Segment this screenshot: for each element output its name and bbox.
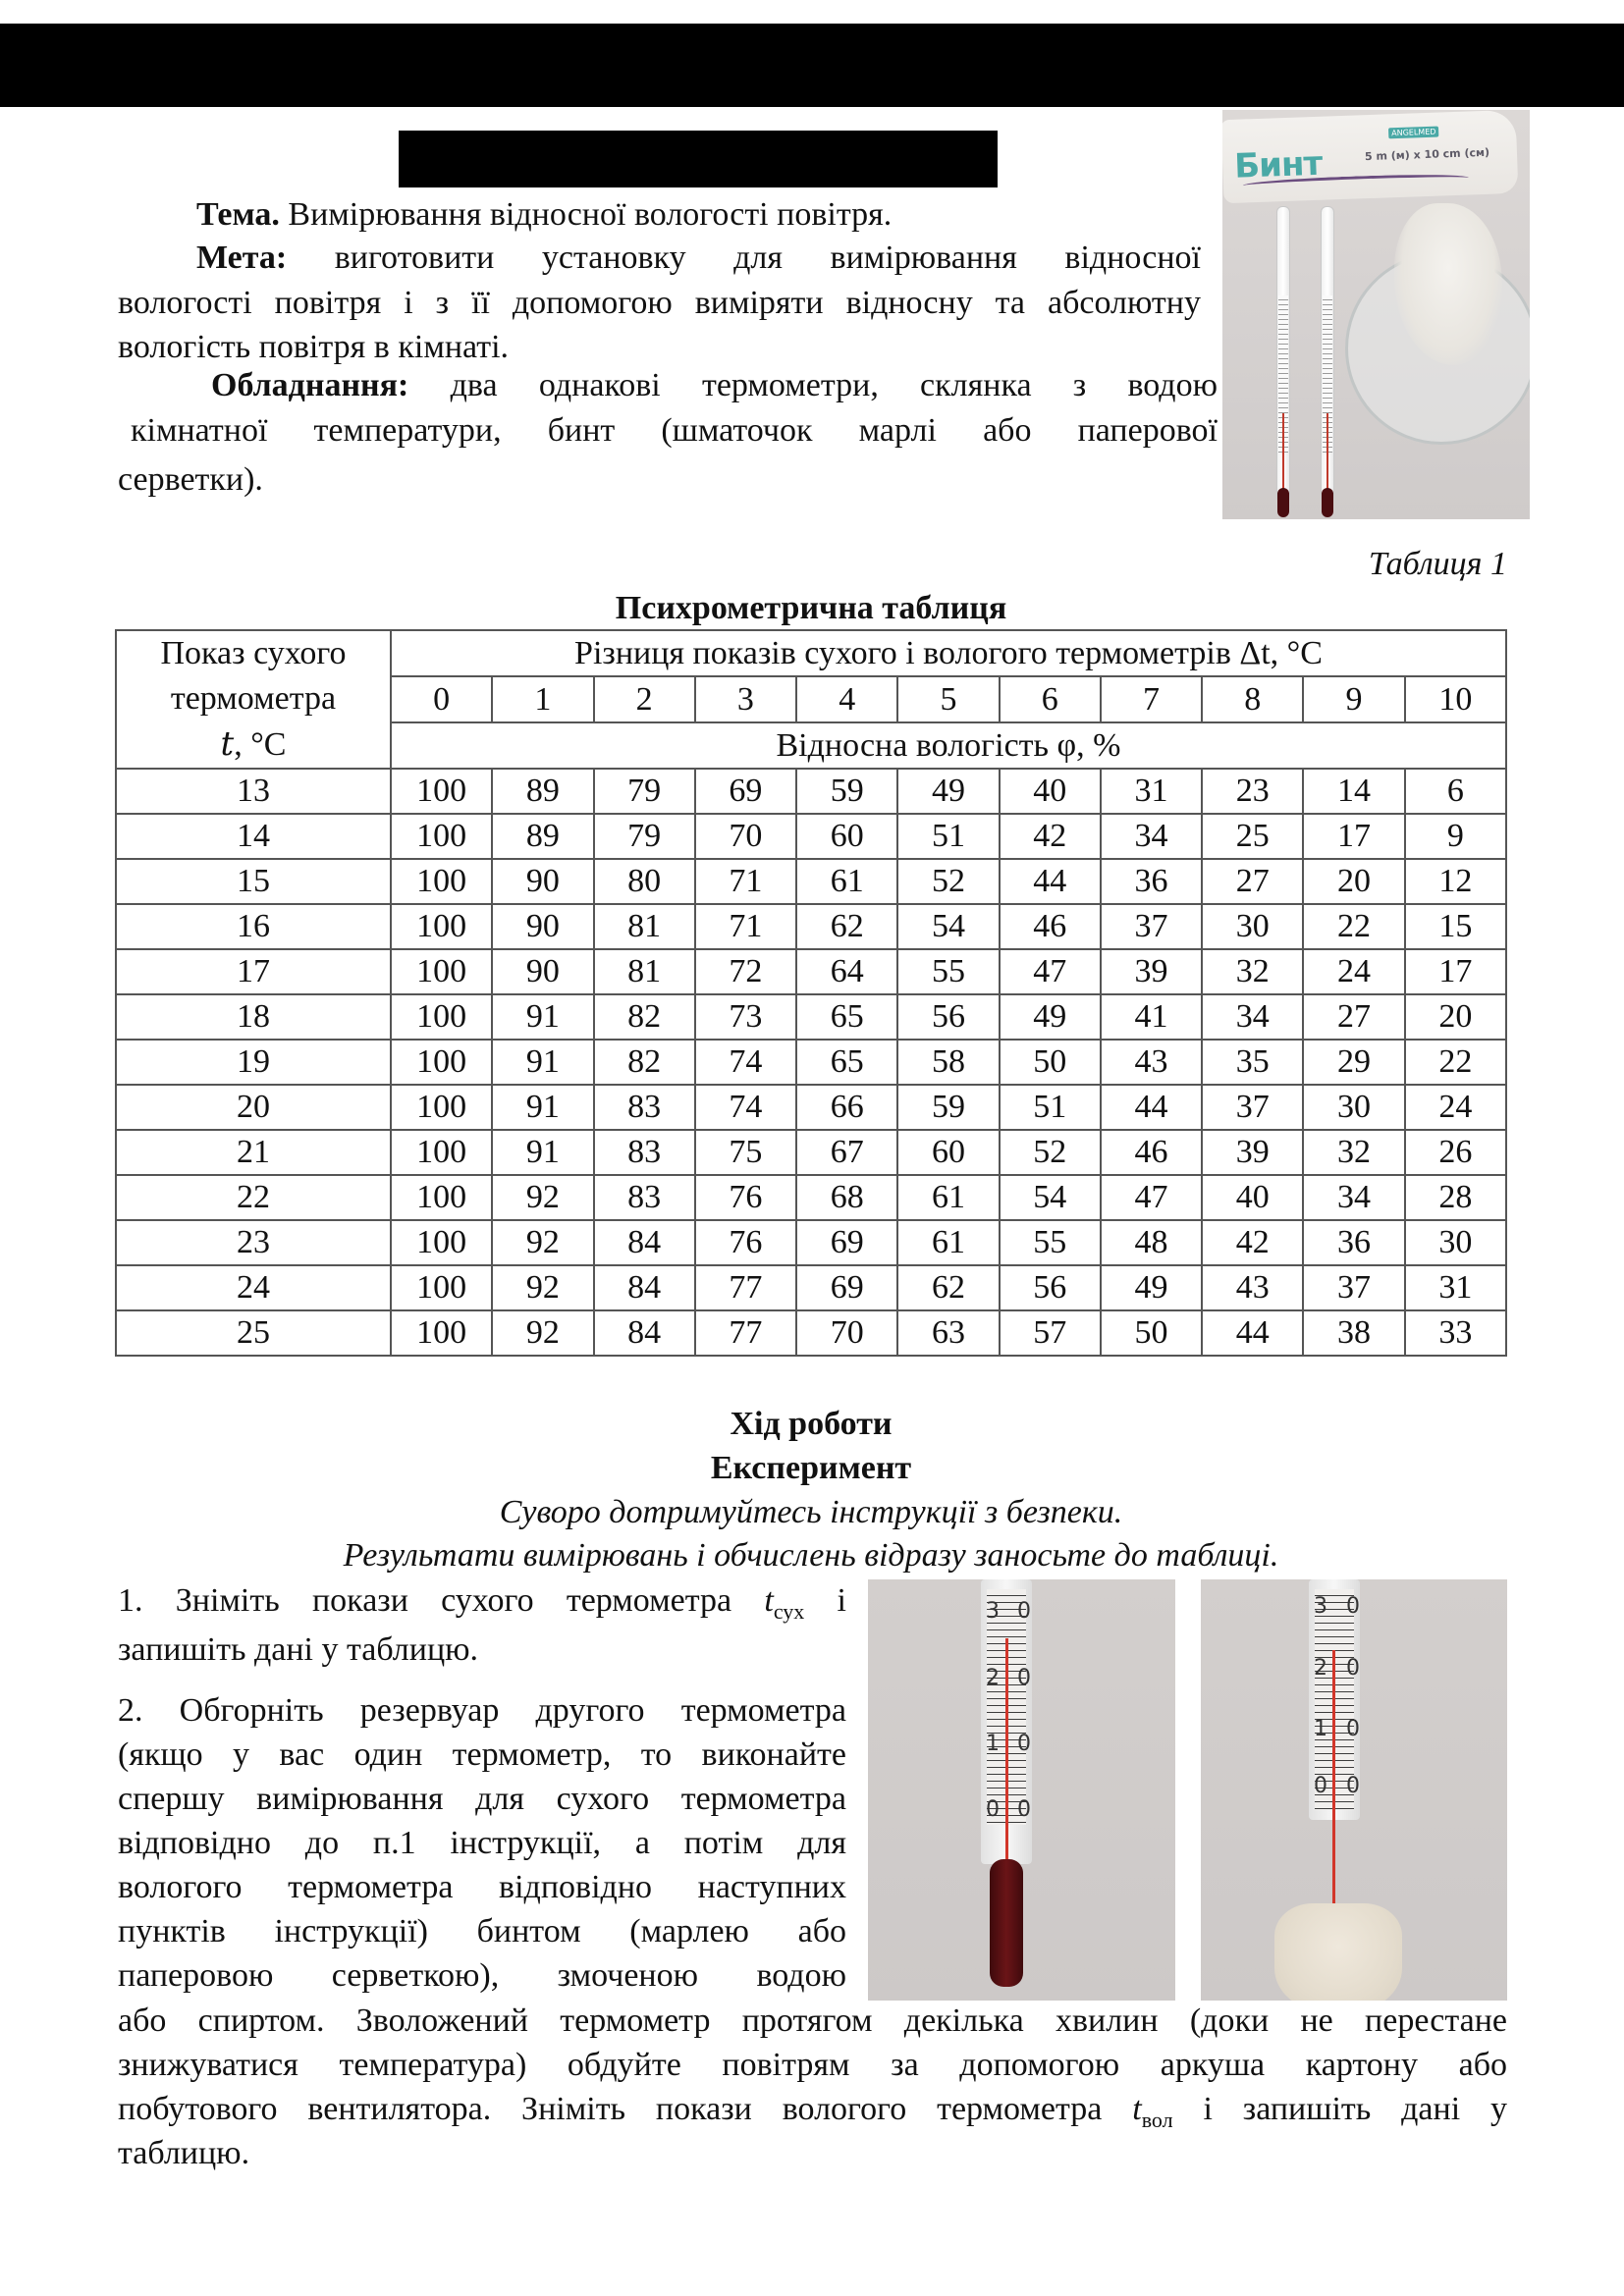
delta-t-cell: 3 xyxy=(695,676,796,722)
humidity-cell: 54 xyxy=(1000,1175,1101,1220)
topic-line xyxy=(196,192,892,237)
humidity-cell: 47 xyxy=(1000,949,1101,994)
humidity-cell: 67 xyxy=(796,1130,897,1175)
humidity-cell: 9 xyxy=(1405,814,1506,859)
dry-temp-cell: 14 xyxy=(116,814,391,859)
humidity-cell: 71 xyxy=(695,904,796,949)
humidity-cell: 100 xyxy=(391,1085,492,1130)
humidity-cell: 44 xyxy=(1202,1310,1303,1356)
dry-temp-cell: 24 xyxy=(116,1265,391,1310)
humidity-cell: 79 xyxy=(594,769,695,814)
humidity-cell: 39 xyxy=(1202,1130,1303,1175)
dry-temp-cell: 21 xyxy=(116,1130,391,1175)
humidity-cell: 61 xyxy=(897,1175,999,1220)
humidity-cell: 52 xyxy=(1000,1130,1101,1175)
humidity-cell: 91 xyxy=(492,1130,593,1175)
thermometer-icon xyxy=(1276,206,1290,503)
dry-temp-cell: 15 xyxy=(116,859,391,904)
topic-text: Вимірювання відносної вологості повітря. xyxy=(279,196,893,233)
humidity-cell: 27 xyxy=(1202,859,1303,904)
humidity-cell: 37 xyxy=(1303,1265,1404,1310)
procedure-heading: Хід роботи xyxy=(730,1406,893,1442)
humidity-cell: 51 xyxy=(1000,1085,1101,1130)
humidity-cell: 100 xyxy=(391,1220,492,1265)
humidity-cell: 34 xyxy=(1303,1175,1404,1220)
thermometer-bulb-icon xyxy=(1277,488,1289,517)
humidity-cell: 90 xyxy=(492,859,593,904)
humidity-cell: 66 xyxy=(796,1085,897,1130)
humidity-cell: 17 xyxy=(1303,814,1404,859)
humidity-cell: 34 xyxy=(1202,994,1303,1040)
humidity-cell: 100 xyxy=(391,994,492,1040)
humidity-cell: 92 xyxy=(492,1310,593,1356)
humidity-cell: 22 xyxy=(1405,1040,1506,1085)
humidity-cell: 83 xyxy=(594,1085,695,1130)
humidity-cell: 100 xyxy=(391,904,492,949)
dry-temp-cell: 19 xyxy=(116,1040,391,1085)
humidity-cell: 39 xyxy=(1101,949,1202,994)
humidity-cell: 84 xyxy=(594,1265,695,1310)
equipment-photo xyxy=(1222,110,1530,519)
thermometer-bulb-icon xyxy=(1322,488,1333,517)
table-header-row xyxy=(116,630,1506,676)
humidity-cell: 91 xyxy=(492,994,593,1040)
humidity-cell: 59 xyxy=(897,1085,999,1130)
humidity-cell: 46 xyxy=(1101,1130,1202,1175)
humidity-cell: 55 xyxy=(1000,1220,1101,1265)
humidity-cell: 71 xyxy=(695,859,796,904)
table-row xyxy=(116,1310,1506,1356)
thermometer-bulb-icon xyxy=(990,1859,1023,1987)
humidity-cell: 40 xyxy=(1000,769,1101,814)
step-2-line: знижуватися температура) обдуйте повітрям за допомогою аркуша картону або xyxy=(118,2047,1507,2083)
humidity-cell: 32 xyxy=(1202,949,1303,994)
humidity-cell: 75 xyxy=(695,1130,796,1175)
humidity-cell: 37 xyxy=(1202,1085,1303,1130)
bandage-label: Бинт xyxy=(1233,143,1323,187)
humidity-cell: 100 xyxy=(391,1040,492,1085)
humidity-cell: 64 xyxy=(796,949,897,994)
humidity-cell: 40 xyxy=(1202,1175,1303,1220)
humidity-cell: 83 xyxy=(594,1130,695,1175)
humidity-cell: 69 xyxy=(695,769,796,814)
humidity-cell: 41 xyxy=(1101,994,1202,1040)
humidity-cell: 31 xyxy=(1101,769,1202,814)
humidity-cell: 50 xyxy=(1000,1040,1101,1085)
diff-header-cell: Різниця показів сухого і вологого термометрів Δt, °C xyxy=(391,630,1506,676)
humidity-cell: 100 xyxy=(391,949,492,994)
humidity-cell: 92 xyxy=(492,1265,593,1310)
humidity-cell: 35 xyxy=(1202,1040,1303,1085)
step-2-line: або спиртом. Зволожений термометр протягом декілька хвилин (доки не перестане xyxy=(118,2002,1507,2039)
humidity-cell: 90 xyxy=(492,949,593,994)
humidity-cell: 17 xyxy=(1405,949,1506,994)
goal-line-1: Мета: виготовити установку для вимірювання відносної xyxy=(196,240,1201,276)
humidity-cell: 25 xyxy=(1202,814,1303,859)
humidity-cell: 24 xyxy=(1303,949,1404,994)
table-row xyxy=(116,904,1506,949)
step-2-last-line: побутового вентилятора. Зніміть покази вологого термометра $t_{вол}$ і запишіть дані у xyxy=(118,2091,1508,2132)
step-2-line: пунктів інструкції) бинтом (марлею або xyxy=(118,1913,846,1949)
experiment-heading: Експеримент xyxy=(710,1450,912,1486)
table-row xyxy=(116,1265,1506,1310)
humidity-cell: 73 xyxy=(695,994,796,1040)
humidity-cell: 38 xyxy=(1303,1310,1404,1356)
humidity-cell: 15 xyxy=(1405,904,1506,949)
humidity-cell: 62 xyxy=(796,904,897,949)
thermometer-icon xyxy=(1321,206,1334,503)
humidity-cell: 100 xyxy=(391,1175,492,1220)
humidity-cell: 100 xyxy=(391,814,492,859)
dry-temp-cell: 13 xyxy=(116,769,391,814)
delta-t-cell: 9 xyxy=(1303,676,1404,722)
delta-t-cell: 5 xyxy=(897,676,999,722)
goal-label: Мета: xyxy=(196,240,288,276)
humidity-cell: 20 xyxy=(1405,994,1506,1040)
step-2-line: (якщо у вас один термометр, то виконайте xyxy=(118,1736,846,1773)
humidity-cell: 44 xyxy=(1000,859,1101,904)
humidity-cell: 63 xyxy=(897,1310,999,1356)
table-row xyxy=(116,994,1506,1040)
delta-t-cell: 0 xyxy=(391,676,492,722)
humidity-cell: 70 xyxy=(796,1310,897,1356)
humidity-cell: 20 xyxy=(1303,859,1404,904)
humidity-cell: 24 xyxy=(1405,1085,1506,1130)
dry-temp-cell: 22 xyxy=(116,1175,391,1220)
humidity-cell: 58 xyxy=(897,1040,999,1085)
humidity-cell: 54 xyxy=(897,904,999,949)
humidity-cell: 89 xyxy=(492,769,593,814)
humidity-cell: 30 xyxy=(1202,904,1303,949)
humidity-cell: 91 xyxy=(492,1085,593,1130)
humidity-cell: 76 xyxy=(695,1220,796,1265)
humidity-cell: 30 xyxy=(1303,1085,1404,1130)
humidity-cell: 49 xyxy=(897,769,999,814)
bandage-package xyxy=(1222,110,1518,203)
humidity-cell: 49 xyxy=(1101,1265,1202,1310)
humidity-cell: 100 xyxy=(391,769,492,814)
humidity-cell: 42 xyxy=(1000,814,1101,859)
humidity-cell: 69 xyxy=(796,1265,897,1310)
humidity-cell: 84 xyxy=(594,1220,695,1265)
equipment-label: Обладнання: xyxy=(211,367,409,403)
dry-temp-cell: 16 xyxy=(116,904,391,949)
humidity-cell: 6 xyxy=(1405,769,1506,814)
humidity-cell: 55 xyxy=(897,949,999,994)
humidity-cell: 100 xyxy=(391,1130,492,1175)
humidity-cell: 74 xyxy=(695,1085,796,1130)
humidity-cell: 43 xyxy=(1101,1040,1202,1085)
dry-temp-cell: 25 xyxy=(116,1310,391,1356)
step-2-line: відповідно до п.1 інструкції, а потім для xyxy=(118,1825,846,1861)
humidity-cell: 61 xyxy=(897,1220,999,1265)
humidity-cell: 84 xyxy=(594,1310,695,1356)
humidity-cell: 14 xyxy=(1303,769,1404,814)
humidity-cell: 100 xyxy=(391,1310,492,1356)
equipment-line-2: кімнатної температури, бинт (шматочок марлі або паперової xyxy=(131,412,1218,449)
humidity-cell: 60 xyxy=(796,814,897,859)
humidity-cell: 100 xyxy=(391,859,492,904)
table-number: Таблиця 1 xyxy=(1368,546,1507,582)
humidity-cell: 48 xyxy=(1101,1220,1202,1265)
humidity-cell: 50 xyxy=(1101,1310,1202,1356)
humidity-cell: 33 xyxy=(1405,1310,1506,1356)
humidity-cell: 27 xyxy=(1303,994,1404,1040)
humidity-cell: 62 xyxy=(897,1265,999,1310)
var-t: t xyxy=(220,724,235,764)
humidity-cell: 26 xyxy=(1405,1130,1506,1175)
humidity-cell: 65 xyxy=(796,1040,897,1085)
step-2-final: таблицю. xyxy=(118,2135,250,2171)
humidity-cell: 90 xyxy=(492,904,593,949)
humidity-cell: 91 xyxy=(492,1040,593,1085)
dry-thermometer-photo: 3 0 2 0 1 0 0 0 xyxy=(868,1579,1175,2001)
humidity-cell: 68 xyxy=(796,1175,897,1220)
equipment-line-3: серветки). xyxy=(118,461,263,498)
step-2-line: паперовою серветкою), змоченою водою xyxy=(118,1957,846,1994)
humidity-cell: 37 xyxy=(1101,904,1202,949)
dry-temp-cell: 17 xyxy=(116,949,391,994)
humidity-cell: 92 xyxy=(492,1175,593,1220)
table-row xyxy=(116,1220,1506,1265)
step-2-line: 2. Обгорніть резервуар другого термометра xyxy=(118,1692,846,1729)
humidity-cell: 60 xyxy=(897,1130,999,1175)
delta-t-cell: 1 xyxy=(492,676,593,722)
dry-temp-cell: 18 xyxy=(116,994,391,1040)
humidity-cell: 81 xyxy=(594,949,695,994)
table-row xyxy=(116,1085,1506,1130)
humidity-cell: 42 xyxy=(1202,1220,1303,1265)
table-row xyxy=(116,814,1506,859)
humidity-cell: 57 xyxy=(1000,1310,1101,1356)
table-row xyxy=(116,949,1506,994)
redacted-header-bar xyxy=(0,24,1624,107)
humidity-cell: 49 xyxy=(1000,994,1101,1040)
equipment-line-1: Обладнання: два однакові термометри, склянка з водою xyxy=(211,367,1218,403)
delta-t-cell: 7 xyxy=(1101,676,1202,722)
humidity-cell: 31 xyxy=(1405,1265,1506,1310)
table-row xyxy=(116,769,1506,814)
delta-t-cell: 4 xyxy=(796,676,897,722)
humidity-cell: 72 xyxy=(695,949,796,994)
table-row xyxy=(116,859,1506,904)
goal-line-3: вологість повітря в кімнаті. xyxy=(118,329,510,365)
humidity-cell: 77 xyxy=(695,1265,796,1310)
wet-thermometer-photo: 3 0 2 0 1 0 0 0 xyxy=(1201,1579,1507,2001)
humidity-cell: 77 xyxy=(695,1310,796,1356)
humidity-cell: 69 xyxy=(796,1220,897,1265)
row-header-cell: Показ сухого термометра t, °C xyxy=(116,630,391,769)
dry-temp-cell: 20 xyxy=(116,1085,391,1130)
humidity-cell: 61 xyxy=(796,859,897,904)
redacted-title-bar xyxy=(399,131,998,187)
humidity-cell: 22 xyxy=(1303,904,1404,949)
humidity-cell: 51 xyxy=(897,814,999,859)
humidity-cell: 82 xyxy=(594,994,695,1040)
humidity-cell: 47 xyxy=(1101,1175,1202,1220)
table-row xyxy=(116,1175,1506,1220)
humidity-cell: 74 xyxy=(695,1040,796,1085)
humidity-cell: 52 xyxy=(897,859,999,904)
humidity-cell: 83 xyxy=(594,1175,695,1220)
delta-t-cell: 8 xyxy=(1202,676,1303,722)
humidity-cell: 23 xyxy=(1202,769,1303,814)
step-2-line: спершу вимірювання для сухого термометра xyxy=(118,1781,846,1817)
humidity-cell: 92 xyxy=(492,1220,593,1265)
dry-temp-cell: 23 xyxy=(116,1220,391,1265)
bandage-brand: ANGELMED xyxy=(1388,127,1439,139)
mercury-column xyxy=(1332,1650,1335,1905)
topic-label: Тема. xyxy=(196,196,280,233)
goal-line-2: вологості повітря і з її допомогою виміряти відносну та абсолютну xyxy=(118,285,1201,321)
psychrometric-table xyxy=(115,629,1507,1357)
safety-note: Суворо дотримуйтесь інструкції з безпеки. xyxy=(499,1494,1123,1530)
results-note: Результати вимірювань і обчислень відразу заносьте до таблиці. xyxy=(343,1537,1279,1574)
humidity-cell: 44 xyxy=(1101,1085,1202,1130)
humidity-cell: 59 xyxy=(796,769,897,814)
humidity-cell: 79 xyxy=(594,814,695,859)
humidity-cell: 65 xyxy=(796,994,897,1040)
humidity-cell: 70 xyxy=(695,814,796,859)
humidity-cell: 12 xyxy=(1405,859,1506,904)
step-1-line-1: 1. Зніміть покази сухого термометра $t_{сух}$ і xyxy=(118,1582,847,1624)
humidity-cell: 56 xyxy=(897,994,999,1040)
humidity-cell: 34 xyxy=(1101,814,1202,859)
wet-gauze xyxy=(1274,1903,1402,2001)
humidity-cell: 76 xyxy=(695,1175,796,1220)
humidity-cell: 81 xyxy=(594,904,695,949)
step-1-line-2: запишіть дані у таблицю. xyxy=(118,1631,479,1668)
delta-t-cell: 10 xyxy=(1405,676,1506,722)
humidity-cell: 28 xyxy=(1405,1175,1506,1220)
humidity-cell: 43 xyxy=(1202,1265,1303,1310)
delta-t-cell: 6 xyxy=(1000,676,1101,722)
humidity-cell: 29 xyxy=(1303,1040,1404,1085)
humidity-cell: 89 xyxy=(492,814,593,859)
humidity-cell: 36 xyxy=(1303,1220,1404,1265)
humidity-cell: 56 xyxy=(1000,1265,1101,1310)
humidity-cell: 32 xyxy=(1303,1130,1404,1175)
humidity-cell: 100 xyxy=(391,1265,492,1310)
bandage-size: 5 m (м) x 10 cm (см) xyxy=(1364,145,1490,164)
table-title: Психрометрична таблиця xyxy=(615,590,1007,626)
delta-t-cell: 2 xyxy=(594,676,695,722)
table-row xyxy=(116,1040,1506,1085)
humidity-cell: 46 xyxy=(1000,904,1101,949)
humidity-cell: 80 xyxy=(594,859,695,904)
humidity-cell: 36 xyxy=(1101,859,1202,904)
step-2-line: вологого термометра відповідно наступних xyxy=(118,1869,846,1905)
humidity-cell: 30 xyxy=(1405,1220,1506,1265)
humidity-cell: 82 xyxy=(594,1040,695,1085)
table-row xyxy=(116,1130,1506,1175)
humidity-header-cell: Відносна вологість φ, % xyxy=(391,722,1506,769)
